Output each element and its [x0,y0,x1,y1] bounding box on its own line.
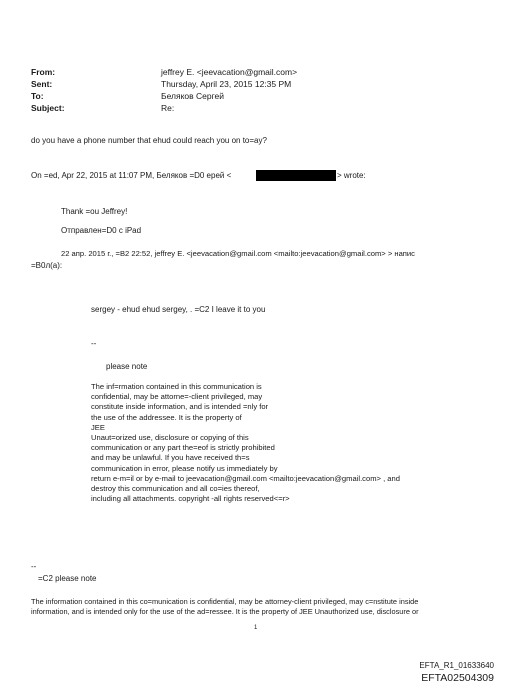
disclaimer-block [91,382,400,504]
to-label: To: [31,91,44,101]
footer-id-2: EFTA02504309 [421,672,494,684]
final-line: information, and is intended only for the use of the ad=ressee. It is the property of JEE Unauthorized use, disclosure or [31,607,419,617]
disclaimer-line: and may be unlawful. If you have received th=s [91,453,250,463]
disclaimer-line: JEE [91,422,105,432]
quote-header-line-2: =B0л(а): [31,261,63,270]
disclaimer-line: destroy this communication and all co=ies thereof, [91,484,260,494]
disclaimer-line: The inf=rmation contained in this communication is [91,382,262,391]
on-wrote-suffix: > wrote: [337,171,366,180]
redaction-box [256,170,336,181]
from-value: jeffrey E. <jeevacation@gmail.com> [161,67,298,77]
sergey-line: sergey - ehud ehud sergey, . =C2 I leave it to you [91,305,266,314]
disclaimer-line: constitute inside information, and is intended =nly for [91,402,269,412]
disclaimer-line: return e-m=il or by e-mail to jeevacation@gmail.com <mailto:jeevacation@gmail.com> , and [91,473,400,483]
subject-label: Subject: [31,103,65,113]
disclaimer-line: confidential, may be attorne=-client privileged, may [91,392,263,402]
final-line: The information contained in this co=munication is confidential, may be attorney-client privileged, may c=nstitute inside [31,597,419,606]
thank-line: Thank =ou Jeffrey! [61,207,128,216]
subject-value: Re: [161,103,175,113]
quote-header-line: 22 апр. 2015 г., =B2 22:52, jeffrey E. <jeevacation@gmail.com <mailto:jeevacation@gmail.com> > напис [61,249,415,258]
from-label: From: [31,67,56,77]
disclaimer-line: communication or any part the=eof is strictly prohibited [91,443,275,453]
disclaimer-line: including all attachments. copyright -all rights reserved<=r> [91,494,290,504]
please-note: please note [106,362,148,371]
page-number: 1 [254,625,258,631]
sent-label: Sent: [31,79,53,89]
sent-value: Thursday, April 23, 2015 12:35 PM [161,79,292,89]
disclaimer-line: Unaut=orized use, disclosure or copying of this [91,433,249,443]
to-value: Беляков Сергей [161,91,224,101]
footer-id-1: EFTA_R1_01633640 [419,661,494,670]
c2-note: =C2 please note [38,574,97,583]
disclaimer-line: communication in error, please notify us immediately by [91,463,278,473]
dashes-2: -- [31,562,37,571]
message-line: do you have a phone number that ehud could reach you on to=ay? [31,136,267,145]
sent-from-line: Отправлен=D0 с iPad [61,226,142,235]
on-wrote-prefix: On =ed, Apr 22, 2015 at 11:07 PM, Беляков =D0 ерей < [31,171,232,180]
dashes: -- [91,339,97,348]
final-disclaimer [31,597,419,617]
disclaimer-line: the use of the addressee. It is the property of [91,412,242,422]
